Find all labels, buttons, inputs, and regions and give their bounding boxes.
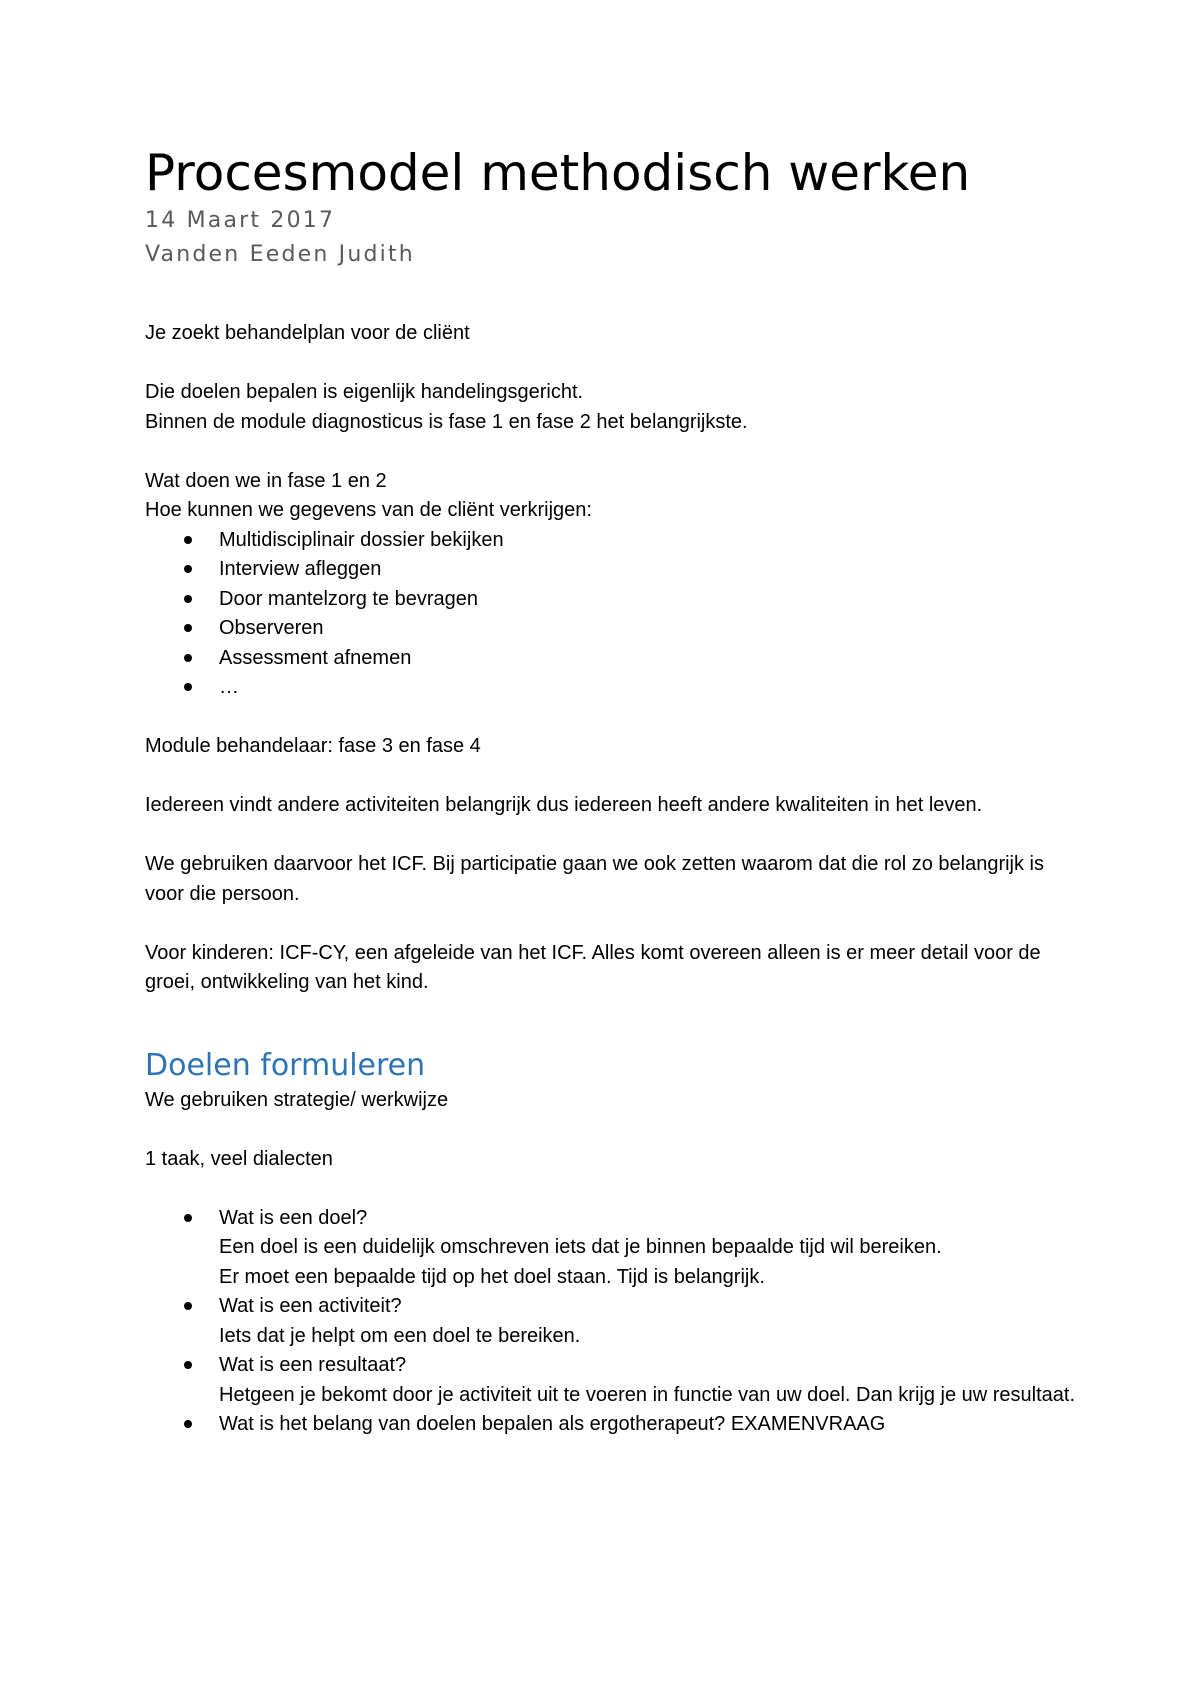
list-item	[145, 555, 1075, 585]
list-item-text: Assessment afnemen	[219, 646, 412, 669]
paragraph: Voor kinderen: ICF-CY, een afgeleide van het ICF. Alles komt overeen alleen is er meer detail voor de groei, ontwikkeling van het kind.	[145, 941, 1041, 993]
bullet-icon	[184, 654, 192, 662]
list-item	[145, 644, 1075, 674]
paragraph: Je zoekt behandelplan voor de cliënt	[145, 322, 470, 344]
list-item	[145, 585, 1075, 615]
list-item-text: Interview afleggen	[219, 558, 382, 580]
list-item-text: Multidisciplinair dossier bekijken	[219, 528, 504, 551]
answer-text: Er moet een bepaalde tijd op het doel staan. Tijd is belangrijk.	[219, 1265, 765, 1288]
document-title: Procesmodel methodisch werken	[145, 144, 971, 202]
question-text: Wat is een activiteit?	[219, 1295, 402, 1317]
paragraph: We gebruiken daarvoor het ICF. Bij participatie gaan we ook zetten waarom dat die rol zo belangrijk is voor die persoon.	[145, 853, 1044, 905]
list-item	[145, 1410, 1075, 1440]
paragraph: We gebruiken strategie/ werkwijze	[145, 1088, 449, 1111]
document-page	[145, 140, 1075, 1440]
list-item	[145, 614, 1075, 644]
bullet-icon	[184, 1420, 192, 1428]
methods-list	[145, 526, 1075, 703]
list-item	[145, 673, 1075, 703]
paragraph: Binnen de module diagnosticus is fase 1 en fase 2 het belangrijkste.	[145, 410, 748, 433]
questions-list	[145, 1204, 1075, 1440]
list-item	[145, 1204, 1075, 1293]
bullet-icon	[184, 1214, 192, 1222]
list-item-text: Door mantelzorg te bevragen	[219, 587, 479, 610]
question-text: Wat is een doel?	[219, 1206, 368, 1229]
paragraph: Module behandelaar: fase 3 en fase 4	[145, 735, 481, 757]
question-text: Wat is een resultaat?	[219, 1354, 407, 1376]
answer-text: Een doel is een duidelijk omschreven iets dat je binnen bepaalde tijd wil bereiken.	[219, 1236, 942, 1258]
list-item	[145, 1292, 1075, 1351]
list-item-text: Observeren	[219, 617, 324, 639]
bullet-icon	[184, 565, 192, 573]
paragraph: Hoe kunnen we gegevens van de cliënt verkrijgen:	[145, 499, 592, 521]
answer-text: Hetgeen je bekomt door je activiteit uit te voeren in functie van uw doel. Dan krijg je uw resultaat.	[219, 1383, 1076, 1406]
paragraph: Die doelen bepalen is eigenlijk handelingsgericht.	[145, 381, 584, 403]
answer-text: Iets dat je helpt om een doel te bereiken.	[219, 1324, 581, 1347]
bullet-icon	[184, 595, 192, 603]
section-heading: Doelen formuleren	[145, 1047, 426, 1083]
list-item	[145, 1351, 1075, 1410]
question-text: Wat is het belang van doelen bepalen als ergotherapeut? EXAMENVRAAG	[219, 1413, 886, 1435]
bullet-icon	[184, 1302, 192, 1310]
list-item	[145, 526, 1075, 556]
paragraph: Iedereen vindt andere activiteiten belangrijk dus iedereen heeft andere kwaliteiten in het leven.	[145, 794, 983, 816]
bullet-icon	[184, 536, 192, 544]
paragraph: Wat doen we in fase 1 en 2	[145, 469, 387, 492]
paragraph: 1 taak, veel dialecten	[145, 1147, 333, 1170]
bullet-icon	[184, 683, 192, 691]
document-date: 14 Maart 2017	[145, 208, 336, 233]
list-item-text: …	[219, 676, 239, 698]
document-author: Vanden Eeden Judith	[145, 242, 415, 267]
bullet-icon	[184, 624, 192, 632]
bullet-icon	[184, 1361, 192, 1369]
